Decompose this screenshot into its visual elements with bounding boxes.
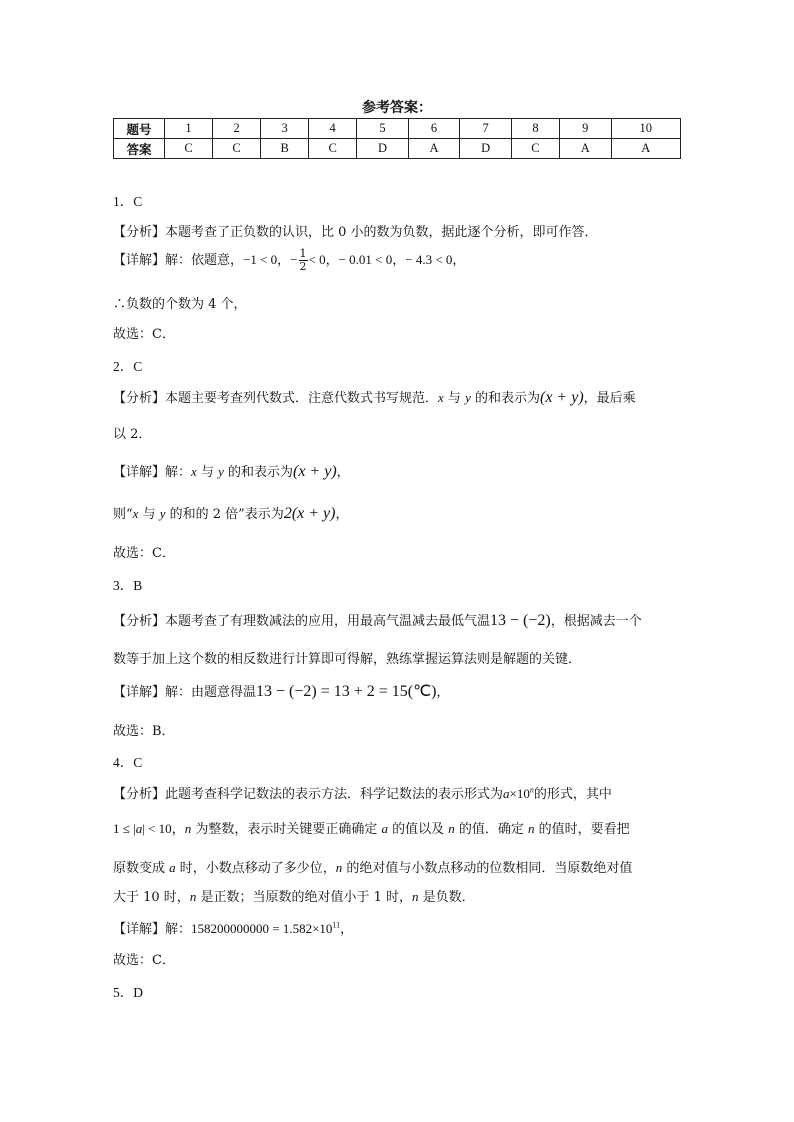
table-cell: 2 [213,119,261,139]
var-x: x [438,390,444,405]
q4-text: 【详解】解： [113,922,192,937]
table-cell: D [357,139,409,159]
q2-text: 的和表示为 [470,391,540,406]
table-cell: B [261,139,309,159]
table-cell: 10 [611,119,680,139]
var-n: n [411,889,419,904]
answer-table [113,118,681,159]
exponent: 11 [332,920,341,930]
q4-text: ， [171,822,185,837]
var-y: y [218,464,224,479]
table-cell: 8 [511,119,559,139]
q3-choice: 故选：B． [113,724,175,739]
q1-math-a: −1 < 0，− [243,252,298,268]
q1-fraction [299,248,308,273]
table-cell: C [511,139,559,159]
q2-text: 的和表示为 [223,465,293,480]
q1-detail-prefix: 【详解】解：依题意， [113,253,244,269]
q2-text: ， [335,507,349,522]
var-a: a [169,860,176,875]
q4-analysis-line2 [113,818,630,837]
q4-text: 的值以及 [387,822,449,837]
q1-frac-num: 1 [299,247,307,260]
var-a: a [381,821,388,836]
q4-text: 为整数，表示时关键要正确确定 [191,822,382,837]
q4-text: 的形式，其中 [533,787,612,802]
q4-text: 大于 10 时， [113,890,190,905]
q2-text: 与 [138,507,160,522]
math-expression: 13 − (−2) = 13 + 2 = 15(℃) [256,683,437,700]
q3-text: ，根据减去一个 [550,614,642,629]
q2-analysis-line2: 以 2． [113,427,152,442]
q2-text: 与 [196,465,219,480]
table-cell: A [408,139,460,159]
q2-text: 【详解】解： [113,465,192,480]
q3-heading: 3．B [113,578,143,593]
q1-math-b: < 0，− 0.01 < 0，− 4.3 < 0， [308,252,466,268]
table-cell: A [611,139,680,159]
q1-analysis: 【分析】本题考查了正负数的认识，比 0 小的数为负数，据此逐个分析，即可作答． [113,225,598,240]
table-row-numbers [114,119,681,139]
q1-heading: 1．C [113,194,143,209]
q1-choice: 故选：C． [113,327,175,342]
q5-heading: 5．D [113,985,143,1000]
q4-text: 的绝对值与小数点移动的位数相同．当原数绝对值 [342,861,633,876]
q4-analysis-line1 [113,783,612,802]
table-cell: 5 [357,119,409,139]
var-n: n [335,860,343,875]
table-cell: 6 [408,119,460,139]
q2-text: 与 [443,391,466,406]
table-cell: 9 [559,119,611,139]
table-row-answers [114,139,681,159]
math-expression: (x + y) [539,389,584,406]
q2-detail [113,461,350,481]
math-expression: (x + y) [292,463,337,480]
q2-then [113,503,348,523]
header-label: 题号 [114,119,165,139]
q2-choice: 故选：C． [113,546,175,561]
table-cell: A [559,139,611,159]
var-x: x [132,506,139,521]
var-x: x [191,464,197,479]
q4-choice: 故选：C． [113,953,175,968]
table-cell: 1 [165,119,213,139]
q3-analysis-line2: 数等于加上这个数的相反数进行计算即可得解，熟练掌握运算法则是解题的关键． [113,652,582,667]
q1-detail [113,248,465,273]
q3-analysis-line1 [113,610,642,630]
q4-detail [113,918,353,937]
q2-text: 则“ [113,507,133,522]
q3-text: 【详解】解：由题意得温 [113,685,257,700]
q4-analysis-line4 [113,886,475,905]
math-expression: 1 ≤ | [113,821,136,836]
q2-text: 的和的 2 倍”表示为 [165,507,284,522]
q4-text: 是负数． [418,890,475,905]
q1-frac-den: 2 [299,260,307,274]
q2-text: ，最后乘 [583,391,636,406]
q4-text: 的值．确定 [454,822,528,837]
var-a: a [135,821,143,836]
table-cell: 7 [460,119,512,139]
q2-text: ， [336,465,350,480]
var-n: n [184,821,192,836]
math-expression: 2(x + y) [283,505,336,522]
q4-analysis-line3 [113,857,632,876]
table-cell: 3 [261,119,309,139]
q2-analysis-line1 [113,387,636,407]
q4-text: 【分析】此题考查科学记数法的表示方法．科学记数法的表示形式为 [113,787,504,802]
q4-text: ， [340,922,354,937]
q3-detail [113,681,449,701]
table-cell: C [309,139,357,159]
q4-text: 的值时，要看把 [534,822,630,837]
var-n: n [529,785,534,795]
q2-heading: 2．C [113,359,143,374]
q4-heading: 4．C [113,755,143,770]
q3-text: 【分析】本题考查了有理数减法的应用，用最高气温减去最低气温 [113,614,491,629]
answer-label: 答案 [114,139,165,159]
var-n: n [448,821,455,836]
var-n: n [528,821,535,836]
var-y: y [159,506,166,521]
math-expression: 158200000000 = 1.582×10 [191,921,333,936]
table-cell: 4 [309,119,357,139]
table-cell: C [165,139,213,159]
math-expression: | < 10 [142,821,172,836]
q4-text: 是正数；当原数的绝对值小于 1 时， [196,890,412,905]
var-y: y [465,390,471,405]
q1-conclusion: ∴负数的个数为 4 个， [113,297,247,312]
math-expression: ×10 [509,786,530,801]
var-a: a [503,786,510,801]
table-cell: C [213,139,261,159]
math-expression: 13 − (−2) [490,612,551,629]
q4-text: 时，小数点移动了多少位， [175,861,336,876]
q3-text: ， [436,685,450,700]
q4-text: 原数变成 [113,861,170,876]
table-cell: D [460,139,512,159]
page-title: 参考答案： [362,100,432,116]
q2-text: 【分析】本题主要考查列代数式．注意代数式书写规范． [113,391,439,406]
var-n: n [189,889,197,904]
